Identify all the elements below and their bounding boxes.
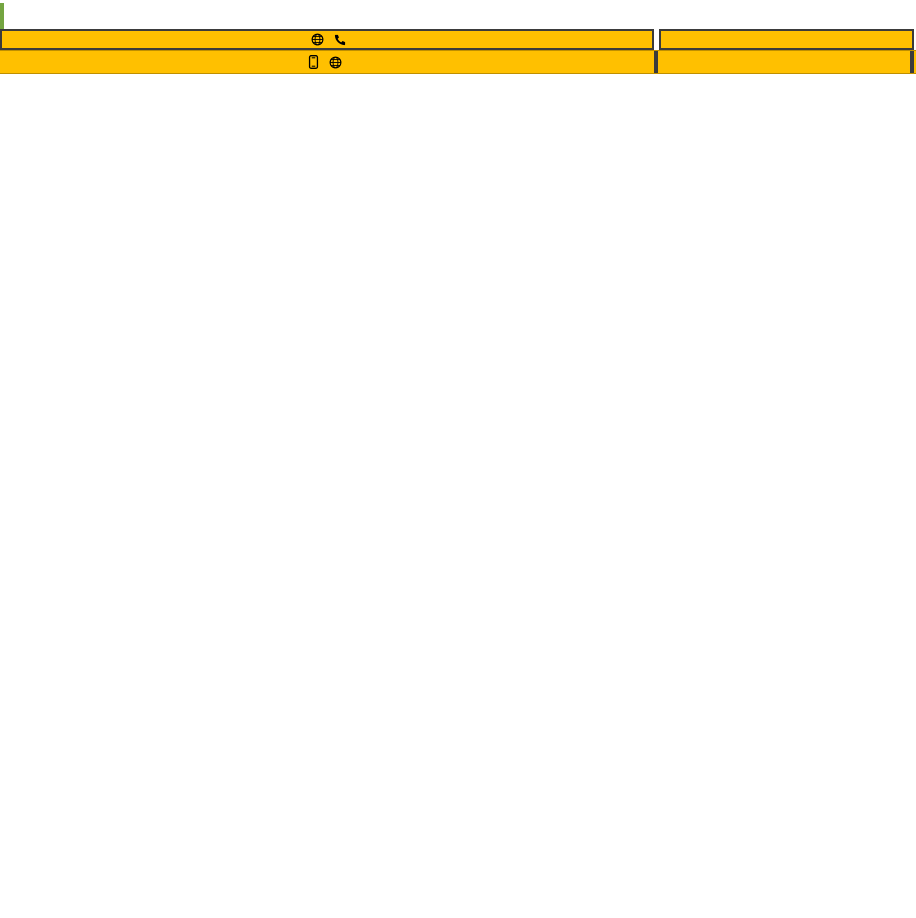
footer-left-section (0, 51, 654, 73)
footer-bar (0, 50, 916, 74)
globe-icon (329, 56, 342, 69)
info-banner-row (0, 29, 916, 50)
globe-icon (311, 33, 324, 46)
mobile-phone-icon (308, 55, 319, 69)
table-header-row (0, 3, 916, 29)
banner-center-group (9, 33, 652, 46)
footer-center-group (308, 55, 347, 69)
footer-reference-note (654, 51, 914, 73)
harga-referensi-box (659, 29, 914, 50)
info-banner (0, 29, 654, 50)
phone-icon (334, 34, 346, 46)
spreadsheet (0, 0, 916, 74)
